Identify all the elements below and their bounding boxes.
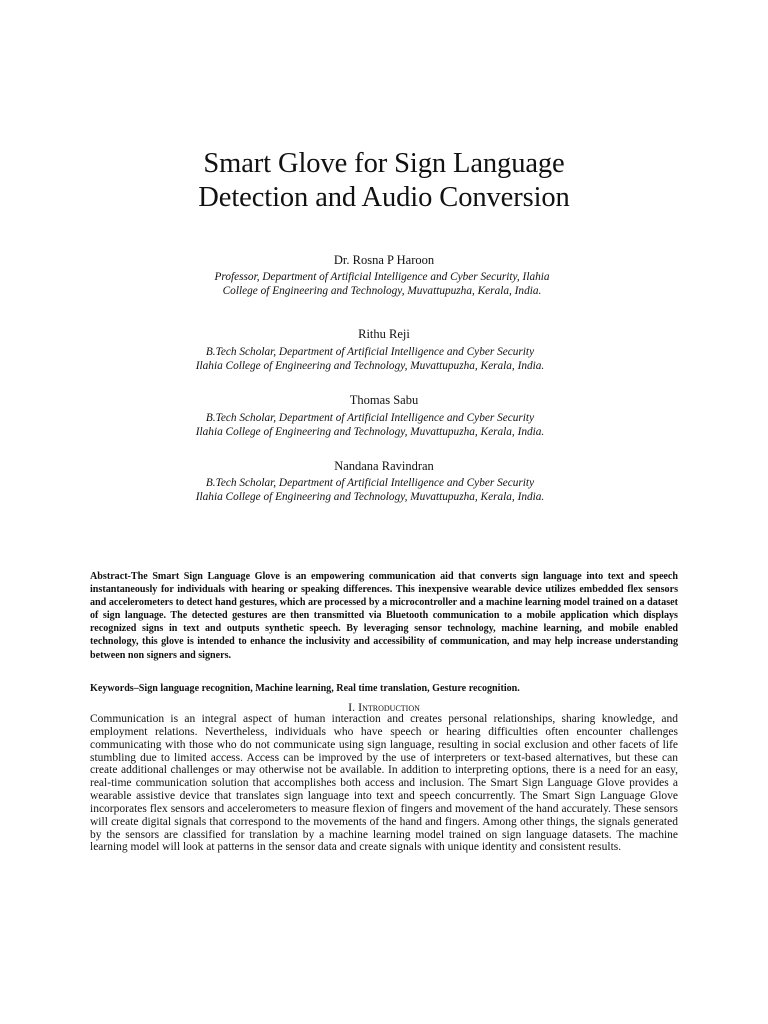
introduction-paragraph: Communication is an integral aspect of human interaction and creates personal relationships, sharing knowledge, and employment relations. Nevertheless, individuals who have speech or hearing difficulties often encounter challenges communicating with those who do not communicate using sign language, resulting in social exclusion and other facets of life stumbling due to limited access. Access can be improved by the use of interpreters or text-based alternatives, but these can create additional challenges or may otherwise not be available. In addition to interpreting options, there is a need for an easy, real-time communication solution that accomplishes both access and inclusion. The Smart Sign Language Glove provides a wearable assistive device that translates sign language into text and speech concurrently. The Smart Sign Language Glove incorporates flex sensors and accelerometers to measure flexion of fingers and movement of the hand accurately. These sensors will create digital signals that correspond to the movements of the hand and fingers. Among other things, the signals generated by the sensors are classified for translation by a machine learning model trained on sign language datasets. The machine learning model will look at patterns in the sensor data and create signals with unique identity and consistent results. bbox=[90, 713, 678, 854]
section-heading bbox=[0, 700, 768, 714]
author-name: Thomas Sabu bbox=[349, 393, 419, 407]
paper-title bbox=[0, 147, 768, 215]
abstract: Abstract-The Smart Sign Language Glove is an empowering communication aid that converts sign language into text and speech instantaneously for individuals with hearing or speaking differences. This inexpensive wearable device utilizes embedded flex sensors and accelerometers to detect hand gestures, which are processed by a microcontroller and a machine learning model trained on a dataset of sign language. The detected gestures are then transmitted via Bluetooth communication to a mobile application which displays recognized signs in text and outputs synthetic speech. By leveraging sensor technology, machine learning, and mobile enabled technology, this glove is intended to enhance the inclusivity and accessibility of communication, and may help increase understanding between non signers and signers. bbox=[90, 571, 678, 661]
author-affiliation bbox=[0, 345, 740, 373]
affiliation-line: B.Tech Scholar, Department of Artificial Intelligence and Cyber Security bbox=[205, 346, 535, 358]
author-name: Dr. Rosna P Haroon bbox=[333, 253, 435, 267]
author-affiliation bbox=[0, 411, 740, 439]
section-number: I. bbox=[348, 700, 356, 714]
author-name: Nandana Ravindran bbox=[334, 459, 434, 473]
author-name: Rithu Reji bbox=[358, 327, 410, 341]
paper-title-line-2: Detection and Audio Conversion bbox=[198, 182, 570, 213]
affiliation-line: Ilahia College of Engineering and Technology, Muvattupuzha, Kerala, India. bbox=[195, 491, 545, 503]
keywords: Keywords–Sign language recognition, Machine learning, Real time translation, Gesture recognition. bbox=[90, 683, 520, 694]
affiliation-line: B.Tech Scholar, Department of Artificial Intelligence and Cyber Security bbox=[205, 477, 535, 489]
affiliation-line: College of Engineering and Technology, Muvattupuzha, Kerala, India. bbox=[222, 285, 542, 297]
affiliation-line: Ilahia College of Engineering and Technology, Muvattupuzha, Kerala, India. bbox=[195, 426, 545, 438]
author-affiliation bbox=[0, 476, 740, 504]
affiliation-line: Ilahia College of Engineering and Technology, Muvattupuzha, Kerala, India. bbox=[195, 360, 545, 372]
paper-title-line-1: Smart Glove for Sign Language bbox=[203, 148, 565, 179]
author-affiliation bbox=[12, 270, 752, 298]
affiliation-line: B.Tech Scholar, Department of Artificial Intelligence and Cyber Security bbox=[205, 412, 535, 424]
affiliation-line: Professor, Department of Artificial Intelligence and Cyber Security, Ilahia bbox=[214, 271, 550, 283]
section-title: Introduction bbox=[358, 700, 420, 714]
